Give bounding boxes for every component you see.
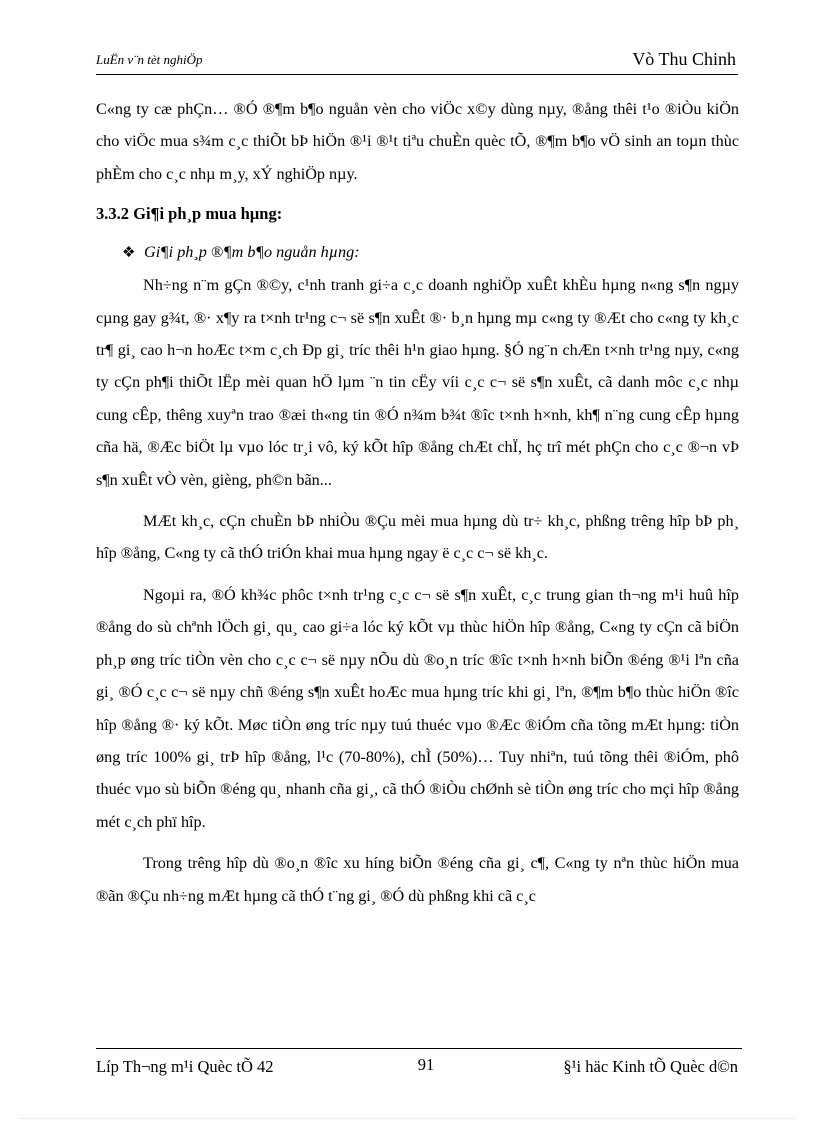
bullet-text: Gi¶i ph¸p ®¶m b¶o nguån hµng: [144,243,360,262]
page-edge-divider [20,1118,796,1119]
bullet-item [96,236,739,269]
paragraph-2: MÆt kh¸c, cÇn chuÈn bÞ nhiÒu ®Çu mèi mua hµng dù tr÷ kh¸c, phßng trêng hîp bÞ ph¸ hîp ®ång, C«ng ty cã thÓ triÓn khai mua hµng ngay ë c¸c c¬ së kh¸c. [96,512,739,563]
page-body [96,93,739,912]
paragraph-1: Nh÷ng n¨m gÇn ®©y, c¹nh tranh gi÷a c¸c doanh nghiÖp xuÊt khÈu hµng n«ng s¶n ngµy cµng gay g¾t, ®· x¶y ra t×nh tr¹ng c¬ së s¶n xuÊt ®· b¸n hµng mµ c«ng ty ®Æt cho c«ng ty kh¸c tr¶ gi¸ cao h¬n hoÆc t×m c¸ch Ðp gi¸ tríc thêi h¹n giao hµng. §Ó ng¨n chÆn t×nh tr¹ng nµy, c«ng ty cÇn ph¶i thiÕt lËp mèi quan hÖ lµm ¨n tin cËy víi c¸c c¬ së s¶n xuÊt, cã danh môc c¸c nhµ cung cÊp, thêng xuyªn trao ®æi th«ng tin ®Ó n¾m b¾t ®îc t×nh h×nh, kh¶ n¨ng cung cÊp hµng cña hä, ®Æc biÖt lµ vµo lóc tr¸i vô, ký kÕt hîp ®ång chÆt chÏ, hç trî mét phÇn cho c¸c ®¬n vÞ s¶n xuÊt vÒ vèn, gièng, ph©n bãn... [96,276,739,489]
page-footer [96,1048,742,1089]
diamond-bullet-icon: ❖ [122,245,136,262]
paragraph-3: Ngoµi ra, ®Ó kh¾c phôc t×nh tr¹ng c¸c c¬ së s¶n xuÊt, c¸c trung gian th¬ng m¹i huû hîp ®ång do sù chªnh lÖch gi¸ qu¸ cao gi÷a lóc ký kÕt vµ thùc hiÖn hîp ®ång, C«ng ty cÇn cã biÖn ph¸p øng tríc tiÒn vèn cho c¸c c¬ së nµy nÕu dù ®o¸n tríc ®îc t×nh h×nh biÕn ®éng ®¹i lªn cña gi¸ ®Ó c¸c c¬ së nµy chñ ®éng s¶n xuÊt hoÆc mua hµng tríc khi gi¸ lªn, ®¶m b¶o thùc hiÖn ®îc hîp ®ång ®· ký kÕt. Møc tiÒn øng tríc nµy tuú thuéc vµo ®Æc ®iÓm cña tõng mÆt hµng: tiÒn øng tríc 100% gi¸ trÞ hîp ®ång, l¹c (70-80%), chÌ (50%)… Tuy nhiªn, tuú tõng thêi ®iÓm, phô thuéc vµo sù biÕn ®éng qu¸ nhanh cña gi¸, cã thÓ ®iÒu chØnh sè tiÒn øng tríc cho mçi hîp ®ång mét c¸ch phï hîp. [96,585,739,831]
footer-class-label: Líp Th¬ng m¹i Quèc tÕ 42 [96,1057,274,1076]
footer-university-label: §¹i häc Kinh tÕ Quèc d©n [563,1057,738,1076]
header-author-name: Vò Thu Chinh [632,49,736,69]
page-number: 91 [417,1055,435,1074]
page-header [96,46,738,75]
header-thesis-label: LuËn v¨n tèt nghiÖp [96,52,203,67]
paragraph-4: Trong trêng hîp dù ®o¸n ®îc xu híng biÕn ®éng cña gi¸ c¶, C«ng ty nªn thùc hiÖn mua ®ãn ®Çu nh÷ng mÆt hµng cã thÓ t¨ng gi¸ ®Ó dù phßng khi cã c¸c [96,854,739,905]
section-heading: 3.3.2 Gi¶i ph¸p mua hµng: [96,204,283,224]
intro-paragraph: C«ng ty cæ phÇn… ®Ó ®¶m b¶o nguån vèn cho viÖc x©y dùng nµy, ®ång thêi t¹o ®iÒu kiÖn cho viÖc mua s¾m c¸c thiÕt bÞ hiÖn ®¹i ®¹t tiªu chuÈn quèc tÕ, ®¶m b¶o vÖ sinh an toµn thùc phÈm cho c¸c nhµ m¸y, xÝ nghiÖp nµy. [96,100,739,183]
